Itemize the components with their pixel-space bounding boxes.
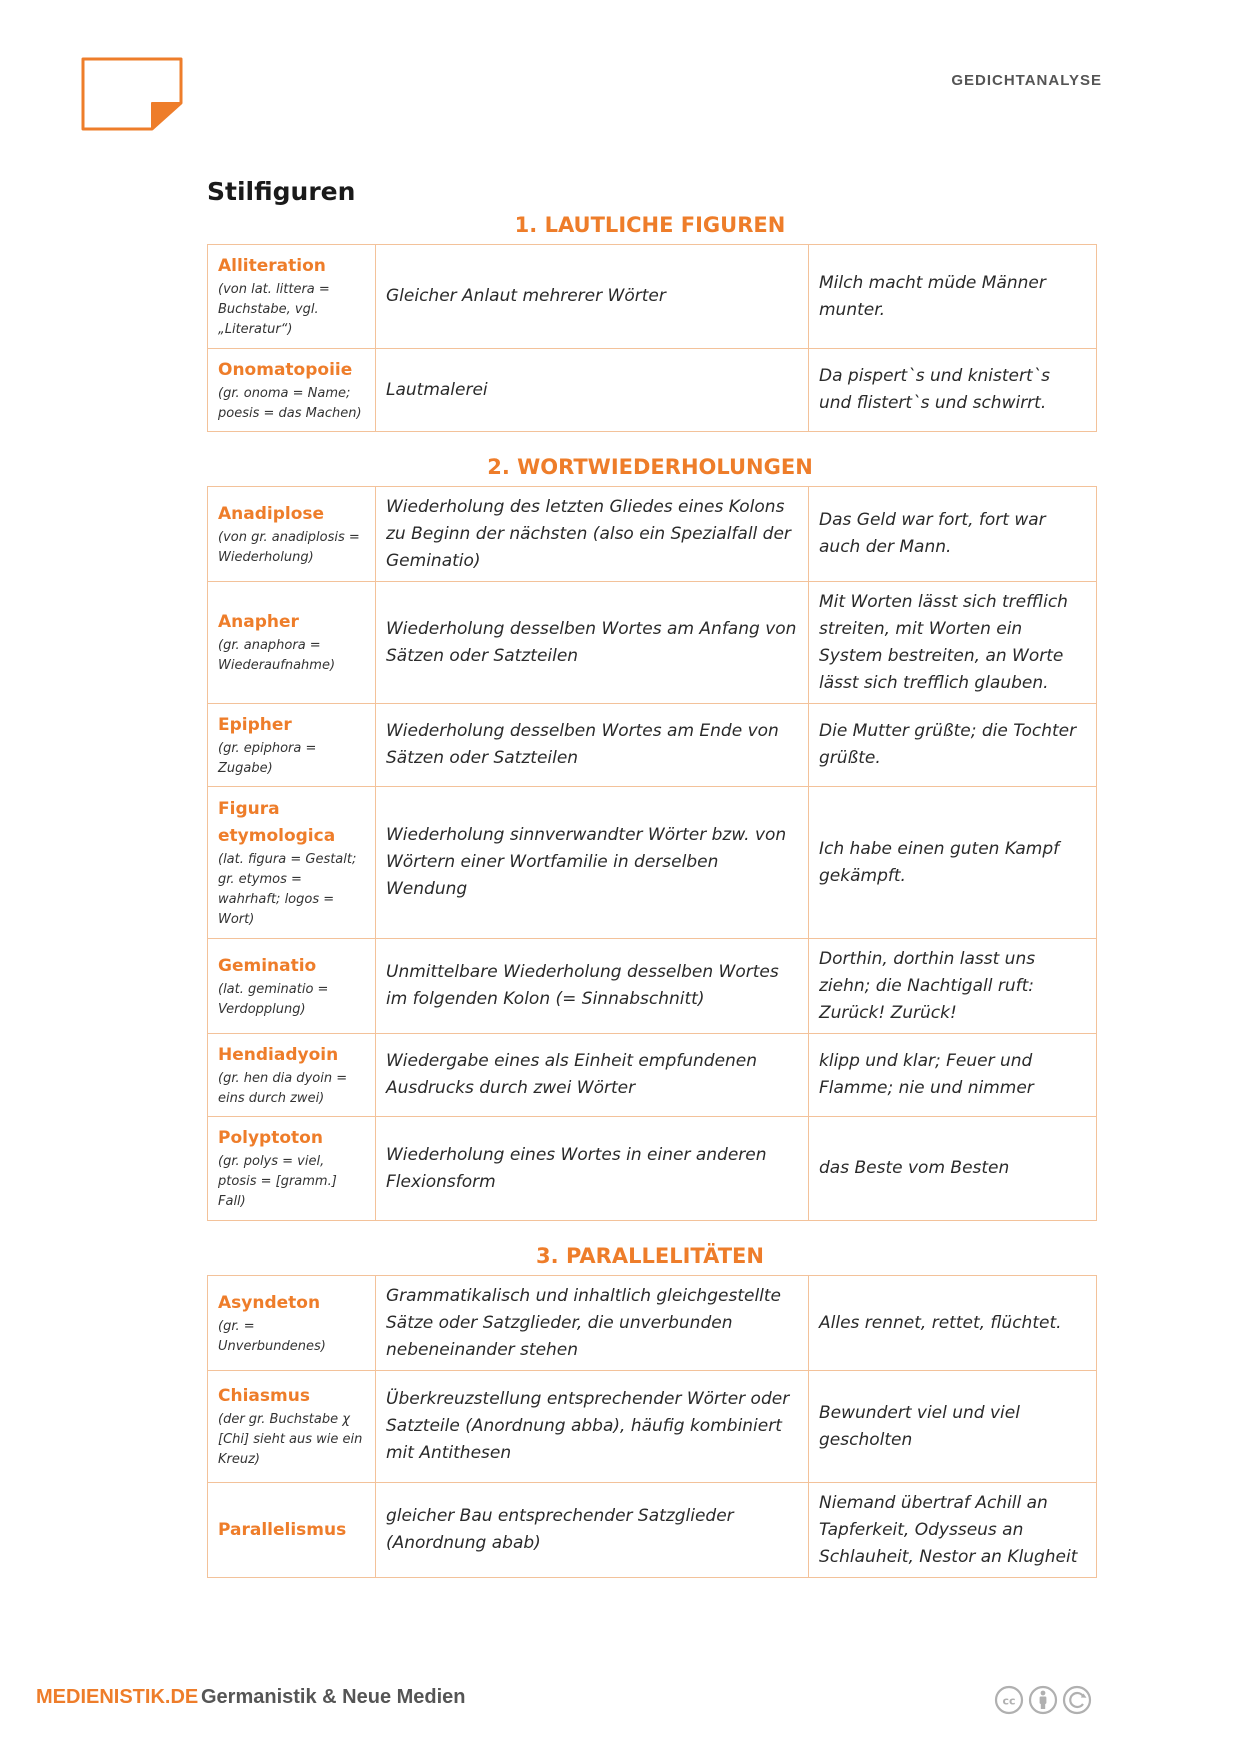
example: Da pispert`s und knistert`s und flistert`s und schwirrt. <box>809 349 1097 432</box>
example: Ich habe einen guten Kampf gekämpft. <box>809 787 1097 939</box>
svg-text:cc: cc <box>1002 1694 1016 1708</box>
table-row <box>208 245 1097 349</box>
note-icon <box>80 56 184 132</box>
table-row <box>208 939 1097 1034</box>
term: Parallelismus <box>218 1519 347 1540</box>
cc-by-sa-icon <box>994 1684 1092 1716</box>
table-row <box>208 1483 1097 1578</box>
example: Alles rennet, rettet, flüchtet. <box>809 1276 1097 1371</box>
term-cell <box>208 704 376 787</box>
table-row <box>208 1276 1097 1371</box>
definition: Wiederholung eines Wortes in einer anderen Flexionsform <box>376 1117 809 1221</box>
definition: Gleicher Anlaut mehrerer Wörter <box>376 245 809 349</box>
term-cell <box>208 1276 376 1371</box>
etymology: (der gr. Buchstabe χ [Chi] sieht aus wie ein Kreuz) <box>218 1412 363 1467</box>
term: Chiasmus <box>218 1386 310 1406</box>
content <box>207 206 1093 1578</box>
example: Das Geld war fort, fort war auch der Mann. <box>809 487 1097 582</box>
definition: Überkreuzstellung entsprechender Wörter oder Satzteile (Anordnung abba), häufig kombiniert mit Antithesen <box>376 1371 809 1483</box>
section-title: 3. PARALLELITÄTEN <box>536 1244 764 1268</box>
etymology: (gr. = Unverbundenes) <box>218 1318 326 1354</box>
term-cell <box>208 1371 376 1483</box>
etymology: (gr. polys = viel, ptosis = [gramm.] Fall) <box>218 1154 337 1209</box>
term-cell <box>208 939 376 1034</box>
example: Dorthin, dorthin lasst uns ziehn; die Nachtigall ruft: Zurück! Zurück! <box>809 939 1097 1034</box>
etymology: (gr. hen dia dyoin = eins durch zwei) <box>218 1070 348 1106</box>
definition: Unmittelbare Wiederholung desselben Wortes im folgenden Kolon (= Sinnabschnitt) <box>376 939 809 1034</box>
definition: Wiederholung des letzten Gliedes eines Kolons zu Beginn der nächsten (also ein Spezialfall der Geminatio) <box>376 487 809 582</box>
example: Die Mutter grüßte; die Tochter grüßte. <box>809 704 1097 787</box>
figures-table <box>207 1275 1097 1578</box>
term-cell <box>208 1483 376 1578</box>
example: Milch macht müde Männer munter. <box>809 245 1097 349</box>
term: Figura etymologica <box>218 798 336 846</box>
figures-table <box>207 486 1097 1221</box>
definition: Wiederholung sinnverwandter Wörter bzw. von Wörtern einer Wortfamilie in derselben Wendung <box>376 787 809 939</box>
header-label: GEDICHTANALYSE <box>951 72 1102 89</box>
etymology: (lat. figura = Gestalt; gr. etymos = wahrhaft; logos = Wort) <box>218 851 357 927</box>
page-title: Stilfiguren <box>207 177 356 206</box>
term-cell <box>208 349 376 432</box>
term-cell <box>208 1117 376 1221</box>
etymology: (gr. epiphora = Zugabe) <box>218 740 317 776</box>
definition: gleicher Bau entsprechender Satzglieder (Anordnung abab) <box>376 1483 809 1578</box>
term-cell <box>208 245 376 349</box>
table-row <box>208 704 1097 787</box>
footer-brand[interactable]: MEDIENISTIK.DE <box>36 1686 199 1708</box>
example: Mit Worten lässt sich trefflich streiten, mit Worten ein System bestreiten, an Worte lässt sich trefflich glauben. <box>809 582 1097 704</box>
example: Bewundert viel und viel gescholten <box>809 1371 1097 1483</box>
table-row <box>208 349 1097 432</box>
etymology: (gr. onoma = Name; poesis = das Machen) <box>218 385 362 421</box>
term: Anadiplose <box>218 503 325 524</box>
example: das Beste vom Besten <box>809 1117 1097 1221</box>
definition: Wiedergabe eines als Einheit empfundenen Ausdrucks durch zwei Wörter <box>376 1034 809 1117</box>
definition: Wiederholung desselben Wortes am Ende von Sätzen oder Satzteilen <box>376 704 809 787</box>
term: Hendiadyoin <box>218 1044 339 1065</box>
example: klipp und klar; Feuer und Flamme; nie und nimmer <box>809 1034 1097 1117</box>
definition: Lautmalerei <box>376 349 809 432</box>
section-title: 2. WORTWIEDERHOLUNGEN <box>487 455 813 479</box>
term: Onomatopoiie <box>218 359 353 380</box>
term: Asyndeton <box>218 1292 321 1313</box>
term-cell <box>208 787 376 939</box>
term-cell <box>208 487 376 582</box>
term: Geminatio <box>218 955 317 976</box>
table-row <box>208 1034 1097 1117</box>
definition: Wiederholung desselben Wortes am Anfang von Sätzen oder Satzteilen <box>376 582 809 704</box>
etymology: (von lat. littera = Buchstabe, vgl. „Literatur“) <box>218 282 330 337</box>
section-title: 1. LAUTLICHE FIGUREN <box>514 213 786 237</box>
figures-table <box>207 244 1097 432</box>
term: Epipher <box>218 714 292 735</box>
footer-subtitle: Germanistik & Neue Medien <box>201 1686 466 1708</box>
term-cell <box>208 582 376 704</box>
term: Polyptoton <box>218 1128 323 1148</box>
example: Niemand übertraf Achill an Tapferkeit, Odysseus an Schlauheit, Nestor an Klugheit <box>809 1483 1097 1578</box>
table-row <box>208 1371 1097 1483</box>
term-cell <box>208 1034 376 1117</box>
table-row <box>208 582 1097 704</box>
table-row <box>208 487 1097 582</box>
etymology: (von gr. anadiplosis = Wiederholung) <box>218 529 360 565</box>
definition: Grammatikalisch und inhaltlich gleichgestellte Sätze oder Satzglieder, die unverbunden nebeneinander stehen <box>376 1276 809 1371</box>
table-row <box>208 787 1097 939</box>
table-row <box>208 1117 1097 1221</box>
term: Anapher <box>218 612 299 632</box>
term: Alliteration <box>218 256 326 276</box>
etymology: (gr. anaphora = Wiederaufnahme) <box>218 638 336 673</box>
etymology: (lat. geminatio = Verdopplung) <box>218 981 329 1017</box>
